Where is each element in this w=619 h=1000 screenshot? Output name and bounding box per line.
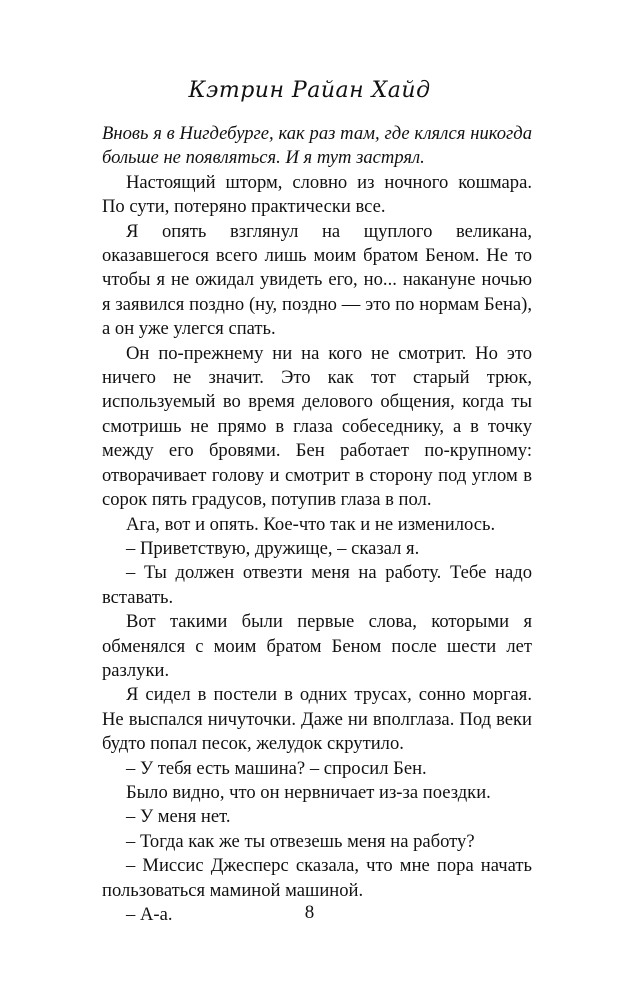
body-text <box>102 122 532 927</box>
paragraph: Он по-прежнему ни на кого не смотрит. Но это ничего не значит. Это как тот старый трюк, используемый во время делового общения, когда ты смотришь не прямо в глаза собеседнику, а в точку между его бровями. Бен работает по-крупному: отворачивает голову и смотрит в сторону под углом в сорок пять градусов, потупив глаза в пол. <box>102 342 532 511</box>
dialogue-line: – Тогда как же ты отвезешь меня на работу? <box>126 830 475 852</box>
paragraph: Было видно, что он нервничает из-за поездки. <box>126 781 491 803</box>
dialogue-line: – Ты должен отвезти меня на работу. Тебе надо вставать. <box>102 562 532 608</box>
paragraph: Я опять взглянул на щуплого великана, оказавшегося всего лишь моим братом Беном. Не то чтобы я не ожидал увидеть его, но... накануне ночью я заявился поздно (ну, поздно — это по нормам Бена), а он уже улегся спать. <box>102 220 532 340</box>
paragraph: Вот такими были первые слова, которыми я обменялся с моим братом Беном после шести лет разлуки. <box>102 611 532 681</box>
dialogue-line: – У тебя есть машина? – спросил Бен. <box>126 757 427 779</box>
dialogue-line: – У меня нет. <box>126 806 231 828</box>
paragraph: Ага, вот и опять. Кое-что так и не изменилось. <box>126 513 496 535</box>
page-number: 8 <box>304 902 315 923</box>
paragraph: Я сидел в постели в одних трусах, сонно моргая. Не выспался ничуточки. Даже ни вполглаза. Под веки будто попал песок, желудок скрутило. <box>102 684 532 755</box>
paragraph: Настоящий шторм, словно из ночного кошмара. По сути, потеряно практически все. <box>102 171 532 218</box>
dialogue-line: – А-а. <box>126 904 173 925</box>
dialogue-line: – Миссис Джесперс сказала, что мне пора начать пользоваться маминой машиной. <box>102 855 532 901</box>
running-head-author: Кэтрин Райан Хайд <box>188 78 431 103</box>
epigraph-paragraph: Вновь я в Нигдебурге, как раз там, где клялся никогда больше не появляться. И я тут застрял. <box>102 123 532 169</box>
dialogue-line: – Приветствую, дружище, – сказал я. <box>126 537 420 559</box>
